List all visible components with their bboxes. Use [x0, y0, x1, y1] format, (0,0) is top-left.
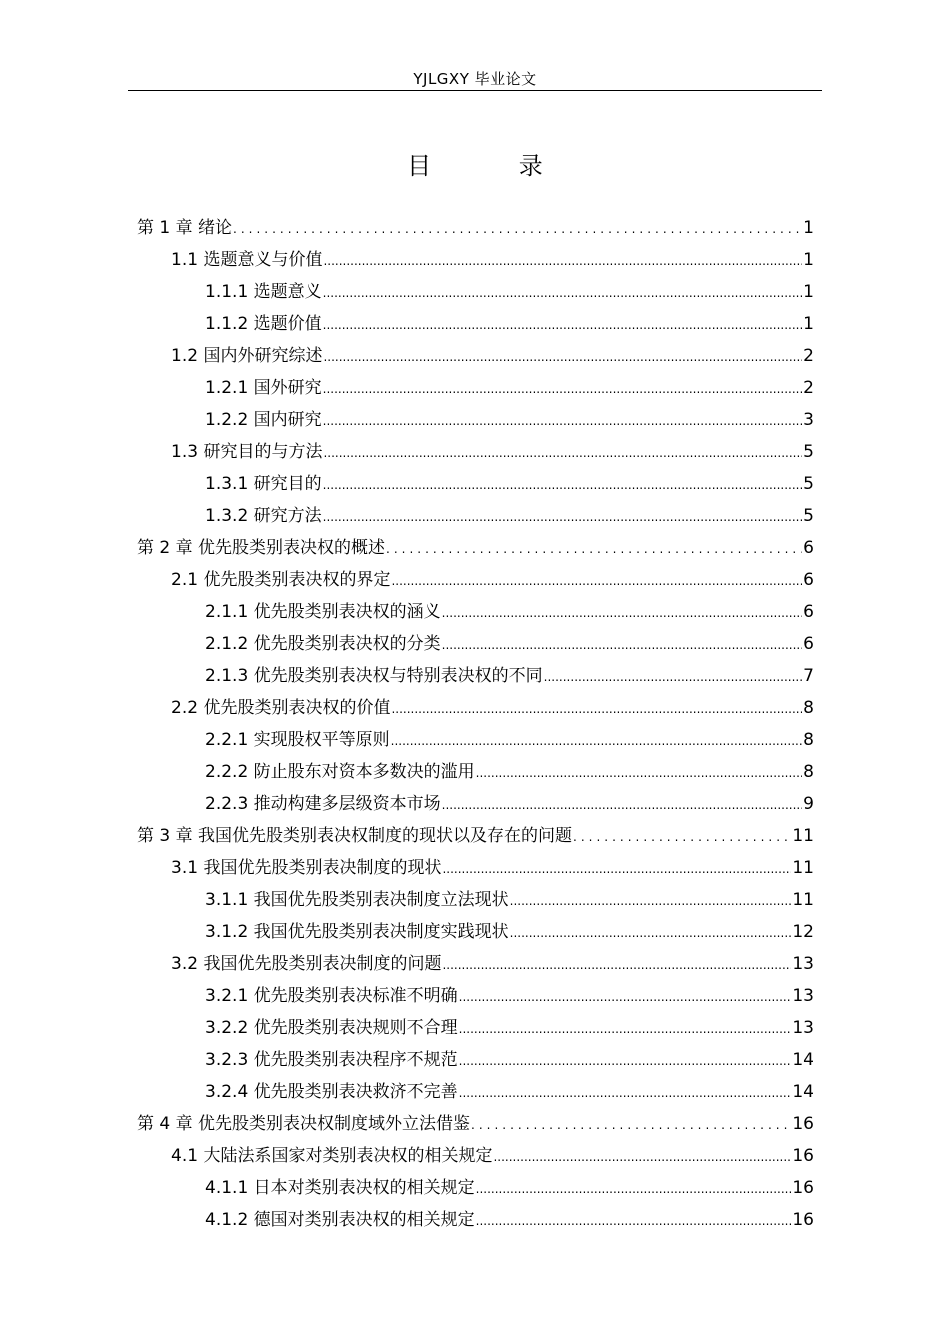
toc-entry[interactable]: [205, 916, 814, 948]
toc-entry-label: 第 1 章 绪论: [137, 218, 233, 238]
toc-entry[interactable]: [171, 948, 814, 980]
toc-leader-dots: [323, 341, 802, 373]
toc-entry-page: 12: [792, 922, 814, 942]
toc-leader-dots: [476, 1205, 792, 1237]
toc-leader-dots: [493, 1141, 791, 1173]
toc-entry-page: 1: [803, 250, 814, 270]
toc-entry[interactable]: [205, 1076, 814, 1108]
toc-entry-page: 8: [803, 730, 814, 750]
toc-leader-dots: [323, 469, 803, 501]
toc-entry-label: 3.1.1 我国优先股类别表决制度立法现状: [205, 890, 509, 910]
toc-entry-page: 14: [792, 1082, 814, 1102]
toc-entry-label: 1.2 国内外研究综述: [171, 346, 323, 366]
toc-entry-page: 5: [803, 474, 814, 494]
toc-entry-page: 16: [792, 1210, 814, 1230]
toc-entry-label: 3.1 我国优先股类别表决制度的现状: [171, 858, 442, 878]
toc-entry-label: 3.1.2 我国优先股类别表决制度实践现状: [205, 922, 509, 942]
toc-leader-dots: [471, 1109, 791, 1141]
toc-leader-dots: [442, 789, 803, 821]
toc-entry-page: 13: [792, 954, 814, 974]
header-divider: [128, 90, 822, 91]
toc-entry[interactable]: [205, 788, 814, 820]
toc-entry-page: 16: [792, 1114, 814, 1134]
toc-entry-label: 4.1.1 日本对类别表决权的相关规定: [205, 1178, 475, 1198]
toc-entry-label: 1.1 选题意义与价值: [171, 250, 323, 270]
toc-entry-page: 3: [803, 410, 814, 430]
toc-entry[interactable]: [205, 980, 814, 1012]
toc-entry[interactable]: [171, 340, 814, 372]
toc-entry[interactable]: [171, 1140, 814, 1172]
toc-entry[interactable]: [205, 500, 814, 532]
toc-leader-dots: [391, 693, 802, 725]
toc-entry-page: 11: [792, 890, 814, 910]
toc-entry[interactable]: [205, 596, 814, 628]
toc-entry-label: 4.1 大陆法系国家对类别表决权的相关规定: [171, 1146, 493, 1166]
toc-entry-page: 11: [792, 858, 814, 878]
toc-leader-dots: [442, 853, 791, 885]
toc-entry-label: 2.2.3 推动构建多层级资本市场: [205, 794, 441, 814]
toc-entry[interactable]: [205, 1172, 814, 1204]
toc-entry[interactable]: [171, 436, 814, 468]
toc-entry-label: 2.2.2 防止股东对资本多数决的滥用: [205, 762, 475, 782]
toc-entry-label: 4.1.2 德国对类别表决权的相关规定: [205, 1210, 475, 1230]
toc-entry-label: 第 2 章 优先股类别表决权的概述: [137, 538, 386, 558]
toc-leader-dots: [323, 437, 802, 469]
toc-leader-dots: [391, 565, 802, 597]
toc-entry-label: 3.2.2 优先股类别表决规则不合理: [205, 1018, 458, 1038]
toc-leader-dots: [476, 1173, 792, 1205]
toc-entry[interactable]: [205, 468, 814, 500]
toc-entry-page: 5: [803, 506, 814, 526]
page-header: YJLGXY 毕业论文: [413, 70, 537, 88]
toc-entry[interactable]: [205, 1012, 814, 1044]
toc-leader-dots: [544, 661, 803, 693]
toc-entry[interactable]: [205, 1044, 814, 1076]
toc-entry-label: 1.3.1 研究目的: [205, 474, 322, 494]
toc-leader-dots: [233, 213, 802, 245]
toc-entry-label: 2.1.1 优先股类别表决权的涵义: [205, 602, 441, 622]
toc-entry[interactable]: [171, 564, 814, 596]
toc-entry-page: 13: [792, 986, 814, 1006]
page-title: 目 录: [407, 152, 583, 180]
toc-entry-page: 2: [803, 378, 814, 398]
toc-leader-dots: [323, 309, 803, 341]
toc-entry-label: 2.1.2 优先股类别表决权的分类: [205, 634, 441, 654]
toc-entry[interactable]: [137, 532, 814, 564]
toc-entry-page: 6: [803, 634, 814, 654]
toc-leader-dots: [573, 821, 791, 853]
toc-entry-page: 5: [803, 442, 814, 462]
toc-entry[interactable]: [205, 628, 814, 660]
toc-entry-label: 1.2.2 国内研究: [205, 410, 322, 430]
toc-entry-page: 16: [792, 1146, 814, 1166]
toc-entry[interactable]: [137, 1108, 814, 1140]
toc-leader-dots: [323, 277, 803, 309]
toc-entry-page: 11: [792, 826, 814, 846]
toc-leader-dots: [459, 981, 792, 1013]
toc-leader-dots: [386, 533, 802, 565]
toc-entry[interactable]: [205, 884, 814, 916]
toc-entry[interactable]: [205, 1204, 814, 1236]
toc-entry-label: 3.2.4 优先股类别表决救济不完善: [205, 1082, 458, 1102]
toc-entry-page: 2: [803, 346, 814, 366]
toc-entry-page: 6: [803, 538, 814, 558]
toc-leader-dots: [323, 501, 803, 533]
toc-entry-page: 1: [803, 218, 814, 238]
toc-leader-dots: [442, 597, 803, 629]
toc-entry-page: 6: [803, 602, 814, 622]
toc-entry[interactable]: [171, 244, 814, 276]
toc-leader-dots: [323, 245, 802, 277]
toc-entry[interactable]: [137, 820, 814, 852]
toc-entry-page: 7: [803, 666, 814, 686]
toc-entry-page: 8: [803, 762, 814, 782]
toc-entry-label: 2.1 优先股类别表决权的界定: [171, 570, 391, 590]
toc-entry[interactable]: [205, 756, 814, 788]
toc-leader-dots: [442, 949, 791, 981]
toc-leader-dots: [510, 885, 792, 917]
toc-entry-label: 1.2.1 国外研究: [205, 378, 322, 398]
toc-entry-label: 2.1.3 优先股类别表决权与特别表决权的不同: [205, 666, 543, 686]
toc-leader-dots: [459, 1045, 792, 1077]
toc-entry-page: 6: [803, 570, 814, 590]
toc-leader-dots: [476, 757, 803, 789]
toc-leader-dots: [459, 1013, 792, 1045]
toc-entry[interactable]: [205, 404, 814, 436]
toc-entry-page: 13: [792, 1018, 814, 1038]
toc-leader-dots: [323, 405, 803, 437]
toc-entry-label: 1.3.2 研究方法: [205, 506, 322, 526]
toc-entry[interactable]: [171, 692, 814, 724]
toc-entry[interactable]: [205, 308, 814, 340]
toc-entry-label: 1.1.1 选题意义: [205, 282, 322, 302]
toc-entry[interactable]: [171, 852, 814, 884]
toc-entry-label: 1.3 研究目的与方法: [171, 442, 323, 462]
toc-entry-page: 1: [803, 314, 814, 334]
toc-entry-label: 3.2 我国优先股类别表决制度的问题: [171, 954, 442, 974]
toc-leader-dots: [391, 725, 803, 757]
toc-entry[interactable]: [205, 372, 814, 404]
toc-entry-label: 2.2 优先股类别表决权的价值: [171, 698, 391, 718]
toc-leader-dots: [510, 917, 792, 949]
toc-entry-page: 14: [792, 1050, 814, 1070]
toc-entry-page: 8: [803, 698, 814, 718]
toc-leader-dots: [442, 629, 803, 661]
toc-entry[interactable]: [205, 276, 814, 308]
toc-entry-label: 1.1.2 选题价值: [205, 314, 322, 334]
toc-entry-label: 2.2.1 实现股权平等原则: [205, 730, 390, 750]
toc-leader-dots: [323, 373, 803, 405]
toc-entry[interactable]: [137, 212, 814, 244]
toc-entry-label: 第 3 章 我国优先股类别表决权制度的现状以及存在的问题: [137, 826, 573, 846]
toc-entry-page: 9: [803, 794, 814, 814]
toc-entry[interactable]: [205, 660, 814, 692]
toc-entry[interactable]: [205, 724, 814, 756]
toc-leader-dots: [459, 1077, 792, 1109]
toc-entry-page: 1: [803, 282, 814, 302]
toc-entry-page: 16: [792, 1178, 814, 1198]
toc-entry-label: 第 4 章 优先股类别表决权制度域外立法借鉴: [137, 1114, 471, 1134]
toc-entry-label: 3.2.3 优先股类别表决程序不规范: [205, 1050, 458, 1070]
toc-entry-label: 3.2.1 优先股类别表决标准不明确: [205, 986, 458, 1006]
